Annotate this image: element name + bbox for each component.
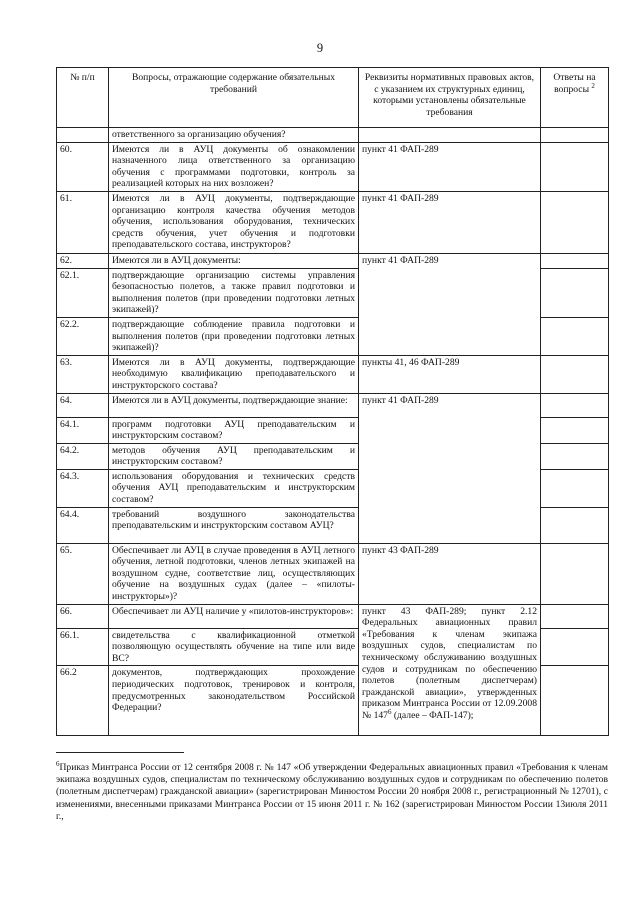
row-num: 66. [57, 604, 109, 628]
row-question: Имеются ли в АУЦ документы, подтверждающие необходимую квалификацию преподавательского и инструкторского состава? [109, 355, 359, 393]
footnote-divider [56, 752, 184, 753]
row-num: 66.1. [57, 628, 109, 666]
row-answer [541, 317, 609, 355]
row-answer [541, 268, 609, 317]
row-num: 62. [57, 253, 109, 268]
row-question: требований воздушного законодательства преподавательским и инструкторским составом АУЦ? [109, 507, 359, 543]
row-answer [541, 507, 609, 543]
row-question: свидетельства с квалификационной отметкой позволяющую осуществлять обучение на типе или виде ВС? [109, 628, 359, 666]
row-answer [541, 469, 609, 507]
footnote-text: Приказ Минтранса России от 12 сентября 2008 г. № 147 «Об утверждении Федеральных авиационных правил «Требования к членам экипажа воздушных судов, специалистам по техническому обслуживанию воздушных судов и сотрудникам по обеспечению полетов (полетным диспетчерам) гражданской авиации» (зарегистрирован Минюстом России 20 ноября 2008 г., регистрационный № 12701), с изменениями, внесенными приказами Минтранса России от 15 июня 2011 г. № 162 (зарегистрирован Минюстом России 13июля 2011 г., [56, 762, 608, 822]
ref-66-tail: (далее – ФАП-147); [393, 709, 474, 721]
header-requisites: Реквизиты нормативных правовых актов, с указанием их структурных единиц, которыми установлены обязательные требования [359, 68, 541, 128]
table-row [57, 393, 609, 417]
row-ref: пункт 41 ФАП-289 [359, 191, 541, 253]
table-row [57, 604, 609, 628]
header-question: Вопросы, отражающие содержание обязательных требований [109, 68, 359, 128]
row-answer [541, 417, 609, 443]
row-num: 64. [57, 393, 109, 417]
row-question: подтверждающие организацию системы управления безопасностью полетов, а также правил подготовки и выполнения полетов (при проведении подготовки летных экипажей)? [109, 268, 359, 317]
row-ref: пункт 41 ФАП-289 [359, 142, 541, 191]
ref-66-text: пункт 43 ФАП-289; пункт 2.12 Федеральных авиационных правил «Требования к членам экипажа воздушных судов, специалистам по техническому обслуживанию воздушных судов и сотрудникам по обеспечению полетов (полетным диспетчерам) гражданской авиации», утвержденных приказом Минтранса России от 12.09.2008 № [362, 605, 537, 721]
header-answers-sup: 2 [591, 81, 595, 90]
row-ref: пункт 41 ФАП-289 [359, 253, 541, 355]
table-row [57, 253, 609, 268]
row-ref: пункт 41 ФАП-289 [359, 393, 541, 543]
row-num: 60. [57, 142, 109, 191]
table-row [57, 142, 609, 191]
row-num: 63. [57, 355, 109, 393]
row-num: 65. [57, 543, 109, 604]
table-row [57, 355, 609, 393]
row-question: методов обучения АУЦ преподавательским и инструкторским составом? [109, 443, 359, 469]
footnote-mark: 6 [56, 759, 60, 768]
row-question: Имеются ли в АУЦ документы, подтверждающие организацию контроля качества обучения методов обучения, использования оборудования, технических средств обучения, учет обучения и подготовки преподавательского состава, инструкторов? [109, 191, 359, 253]
row-num: 64.2. [57, 443, 109, 469]
row-num: 62.2. [57, 317, 109, 355]
row-question: Имеются ли в АУЦ документы об ознакомлении назначенного лица ответственного за организацию обучения с программами подготовки, контроль за реализацией которых на них возложен? [109, 142, 359, 191]
row-question: использования оборудования и технических средств обучения АУЦ преподавательским и инструкторским составом? [109, 469, 359, 507]
requirements-table [56, 67, 609, 736]
row-answer [541, 128, 609, 143]
row-question: Имеются ли в АУЦ документы, подтверждающие знание: [109, 393, 359, 417]
row-answer [541, 604, 609, 628]
row-question: ответственного за организацию обучения? [109, 128, 359, 143]
row-ref: пункт 43 ФАП-289 [359, 543, 541, 604]
row-num [57, 128, 109, 143]
footnote [56, 759, 608, 823]
row-question: Обеспечивает ли АУЦ в случае проведения в АУЦ летного обучения, летной подготовки, членов летных экипажей на воздушном судне, соответствие лиц, осуществляющих обучение на воздушных судах (далее – «пилоты-инструкторы»)? [109, 543, 359, 604]
row-ref [359, 128, 541, 143]
row-answer [541, 142, 609, 191]
row-question: подтверждающие соблюдение правила подготовки и выполнения полетов (при проведении подготовки летных экипажей)? [109, 317, 359, 355]
header-num: № п/п [57, 68, 109, 128]
row-question: Обеспечивает ли АУЦ наличие у «пилотов-инструкторов»: [109, 604, 359, 628]
row-answer [541, 628, 609, 666]
row-num: 64.1. [57, 417, 109, 443]
table-row [57, 191, 609, 253]
row-question: программ подготовки АУЦ преподавательским и инструкторским составом? [109, 417, 359, 443]
row-answer [541, 393, 609, 417]
row-num: 64.4. [57, 507, 109, 543]
row-question: Имеются ли в АУЦ документы: [109, 253, 359, 268]
row-num: 66.2 [57, 666, 109, 736]
table-row [57, 543, 609, 604]
row-answer [541, 666, 609, 736]
row-ref-multiline [359, 604, 541, 736]
ref-66-footnote-mark: 6 [387, 707, 392, 716]
row-answer [541, 191, 609, 253]
row-num: 64.3. [57, 469, 109, 507]
row-answer [541, 253, 609, 268]
row-num: 62.1. [57, 268, 109, 317]
header-answers-label: Ответы на вопросы [553, 72, 596, 95]
header-answers [541, 68, 609, 128]
ref-66-number: 147 [373, 709, 388, 721]
row-answer [541, 543, 609, 604]
row-num: 61. [57, 191, 109, 253]
row-question: документов, подтверждающих прохождение периодических подготовок, тренировок и контроля, предусмотренных законодательством Российской Федерации? [109, 666, 359, 736]
row-ref: пункты 41, 46 ФАП-289 [359, 355, 541, 393]
table-row [57, 128, 609, 143]
page-number: 9 [316, 41, 324, 55]
header-row [57, 68, 609, 128]
row-answer [541, 443, 609, 469]
row-answer [541, 355, 609, 393]
